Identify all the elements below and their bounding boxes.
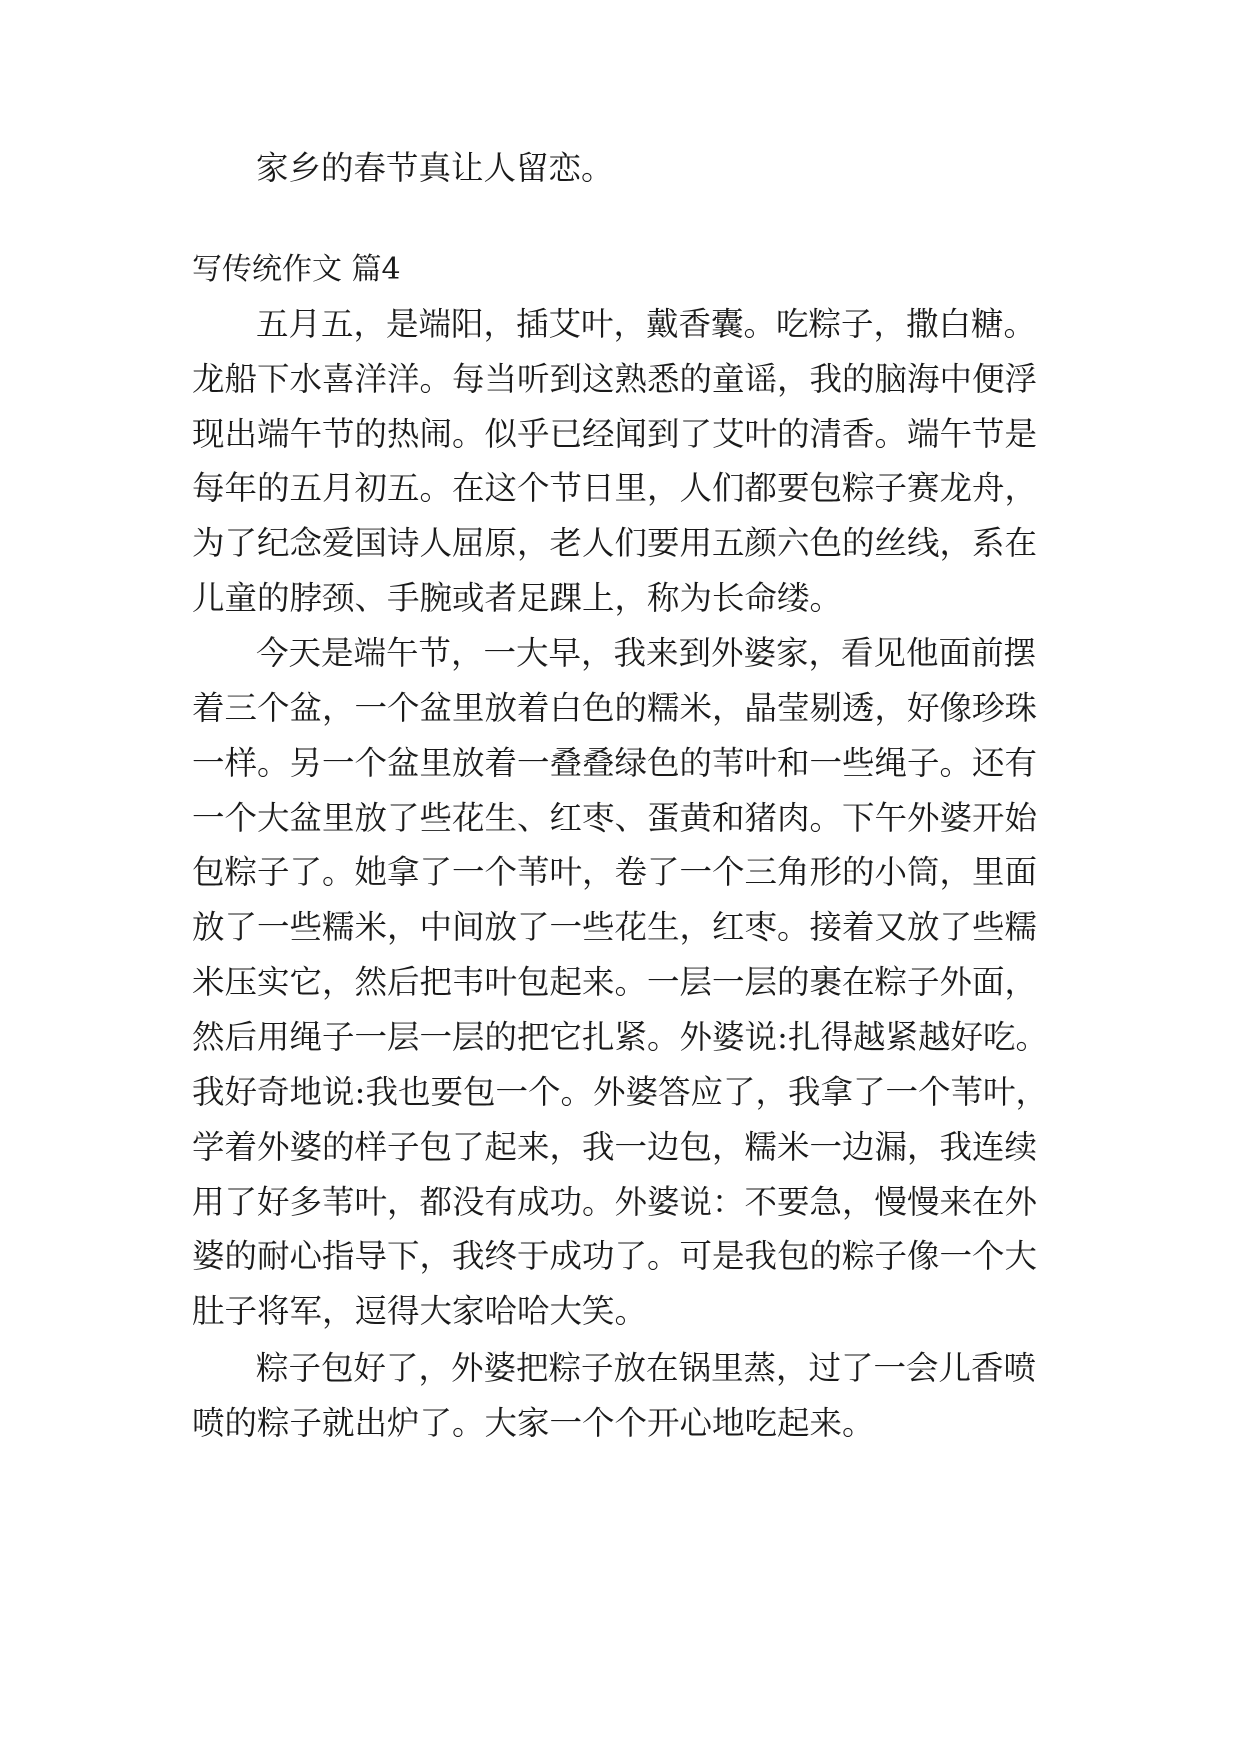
intro-line: 家乡的春节真让人留恋。 (256, 149, 614, 187)
paragraph-line: 放了一些糯米，中间放了一些花生，红枣。接着又放了些糯 (192, 908, 1038, 946)
paragraph-line: 粽子包好了，外婆把粽子放在锅里蒸，过了一会儿香喷 (256, 1349, 1037, 1387)
paragraph-line: 五月五，是端阳，插艾叶，戴香囊。吃粽子，撒白糖。 (256, 305, 1037, 343)
paragraph-line: 一个大盆里放了些花生、红枣、蛋黄和猪肉。下午外婆开始 (192, 799, 1038, 837)
paragraph-line: 现出端午节的热闹。似乎已经闻到了艾叶的清香。端午节是 (192, 415, 1038, 453)
paragraph-line: 然后用绳子一层一层的把它扎紧。外婆说:扎得越紧越好吃。 (192, 1018, 1048, 1056)
paragraph-line: 包粽子了。她拿了一个苇叶，卷了一个三角形的小筒，里面 (192, 853, 1038, 891)
paragraph-line: 米压实它，然后把韦叶包起来。一层一层的裹在粽子外面， (192, 963, 1038, 1001)
paragraph-line: 今天是端午节，一大早，我来到外婆家，看见他面前摆 (256, 634, 1037, 672)
paragraph-line: 婆的耐心指导下，我终于成功了。可是我包的粽子像一个大 (192, 1237, 1038, 1275)
paragraph-line: 每年的五月初五。在这个节日里，人们都要包粽子赛龙舟， (192, 469, 1038, 507)
paragraph-line: 着三个盆，一个盆里放着白色的糯米，晶莹剔透，好像珍珠 (192, 689, 1038, 727)
paragraph-line: 我好奇地说:我也要包一个。外婆答应了，我拿了一个苇叶， (192, 1073, 1048, 1111)
paragraph-line: 儿童的脖颈、手腕或者足踝上，称为长命缕。 (192, 579, 843, 617)
paragraph-line: 喷的粽子就出炉了。大家一个个开心地吃起来。 (192, 1404, 875, 1442)
paragraph-line: 用了好多苇叶，都没有成功。外婆说：不要急，慢慢来在外 (192, 1183, 1038, 1221)
paragraph-line: 为了纪念爱国诗人屈原，老人们要用五颜六色的丝线，系在 (192, 524, 1038, 562)
paragraph-line: 一样。另一个盆里放着一叠叠绿色的苇叶和一些绳子。还有 (192, 744, 1038, 782)
paragraph-line: 肚子将军，逗得大家哈哈大笑。 (192, 1292, 648, 1330)
section-heading: 写传统作文 篇4 (192, 252, 401, 287)
paragraph-line: 学着外婆的样子包了起来，我一边包，糯米一边漏，我连续 (192, 1128, 1038, 1166)
paragraph-line: 龙船下水喜洋洋。每当听到这熟悉的童谣，我的脑海中便浮 (192, 360, 1038, 398)
